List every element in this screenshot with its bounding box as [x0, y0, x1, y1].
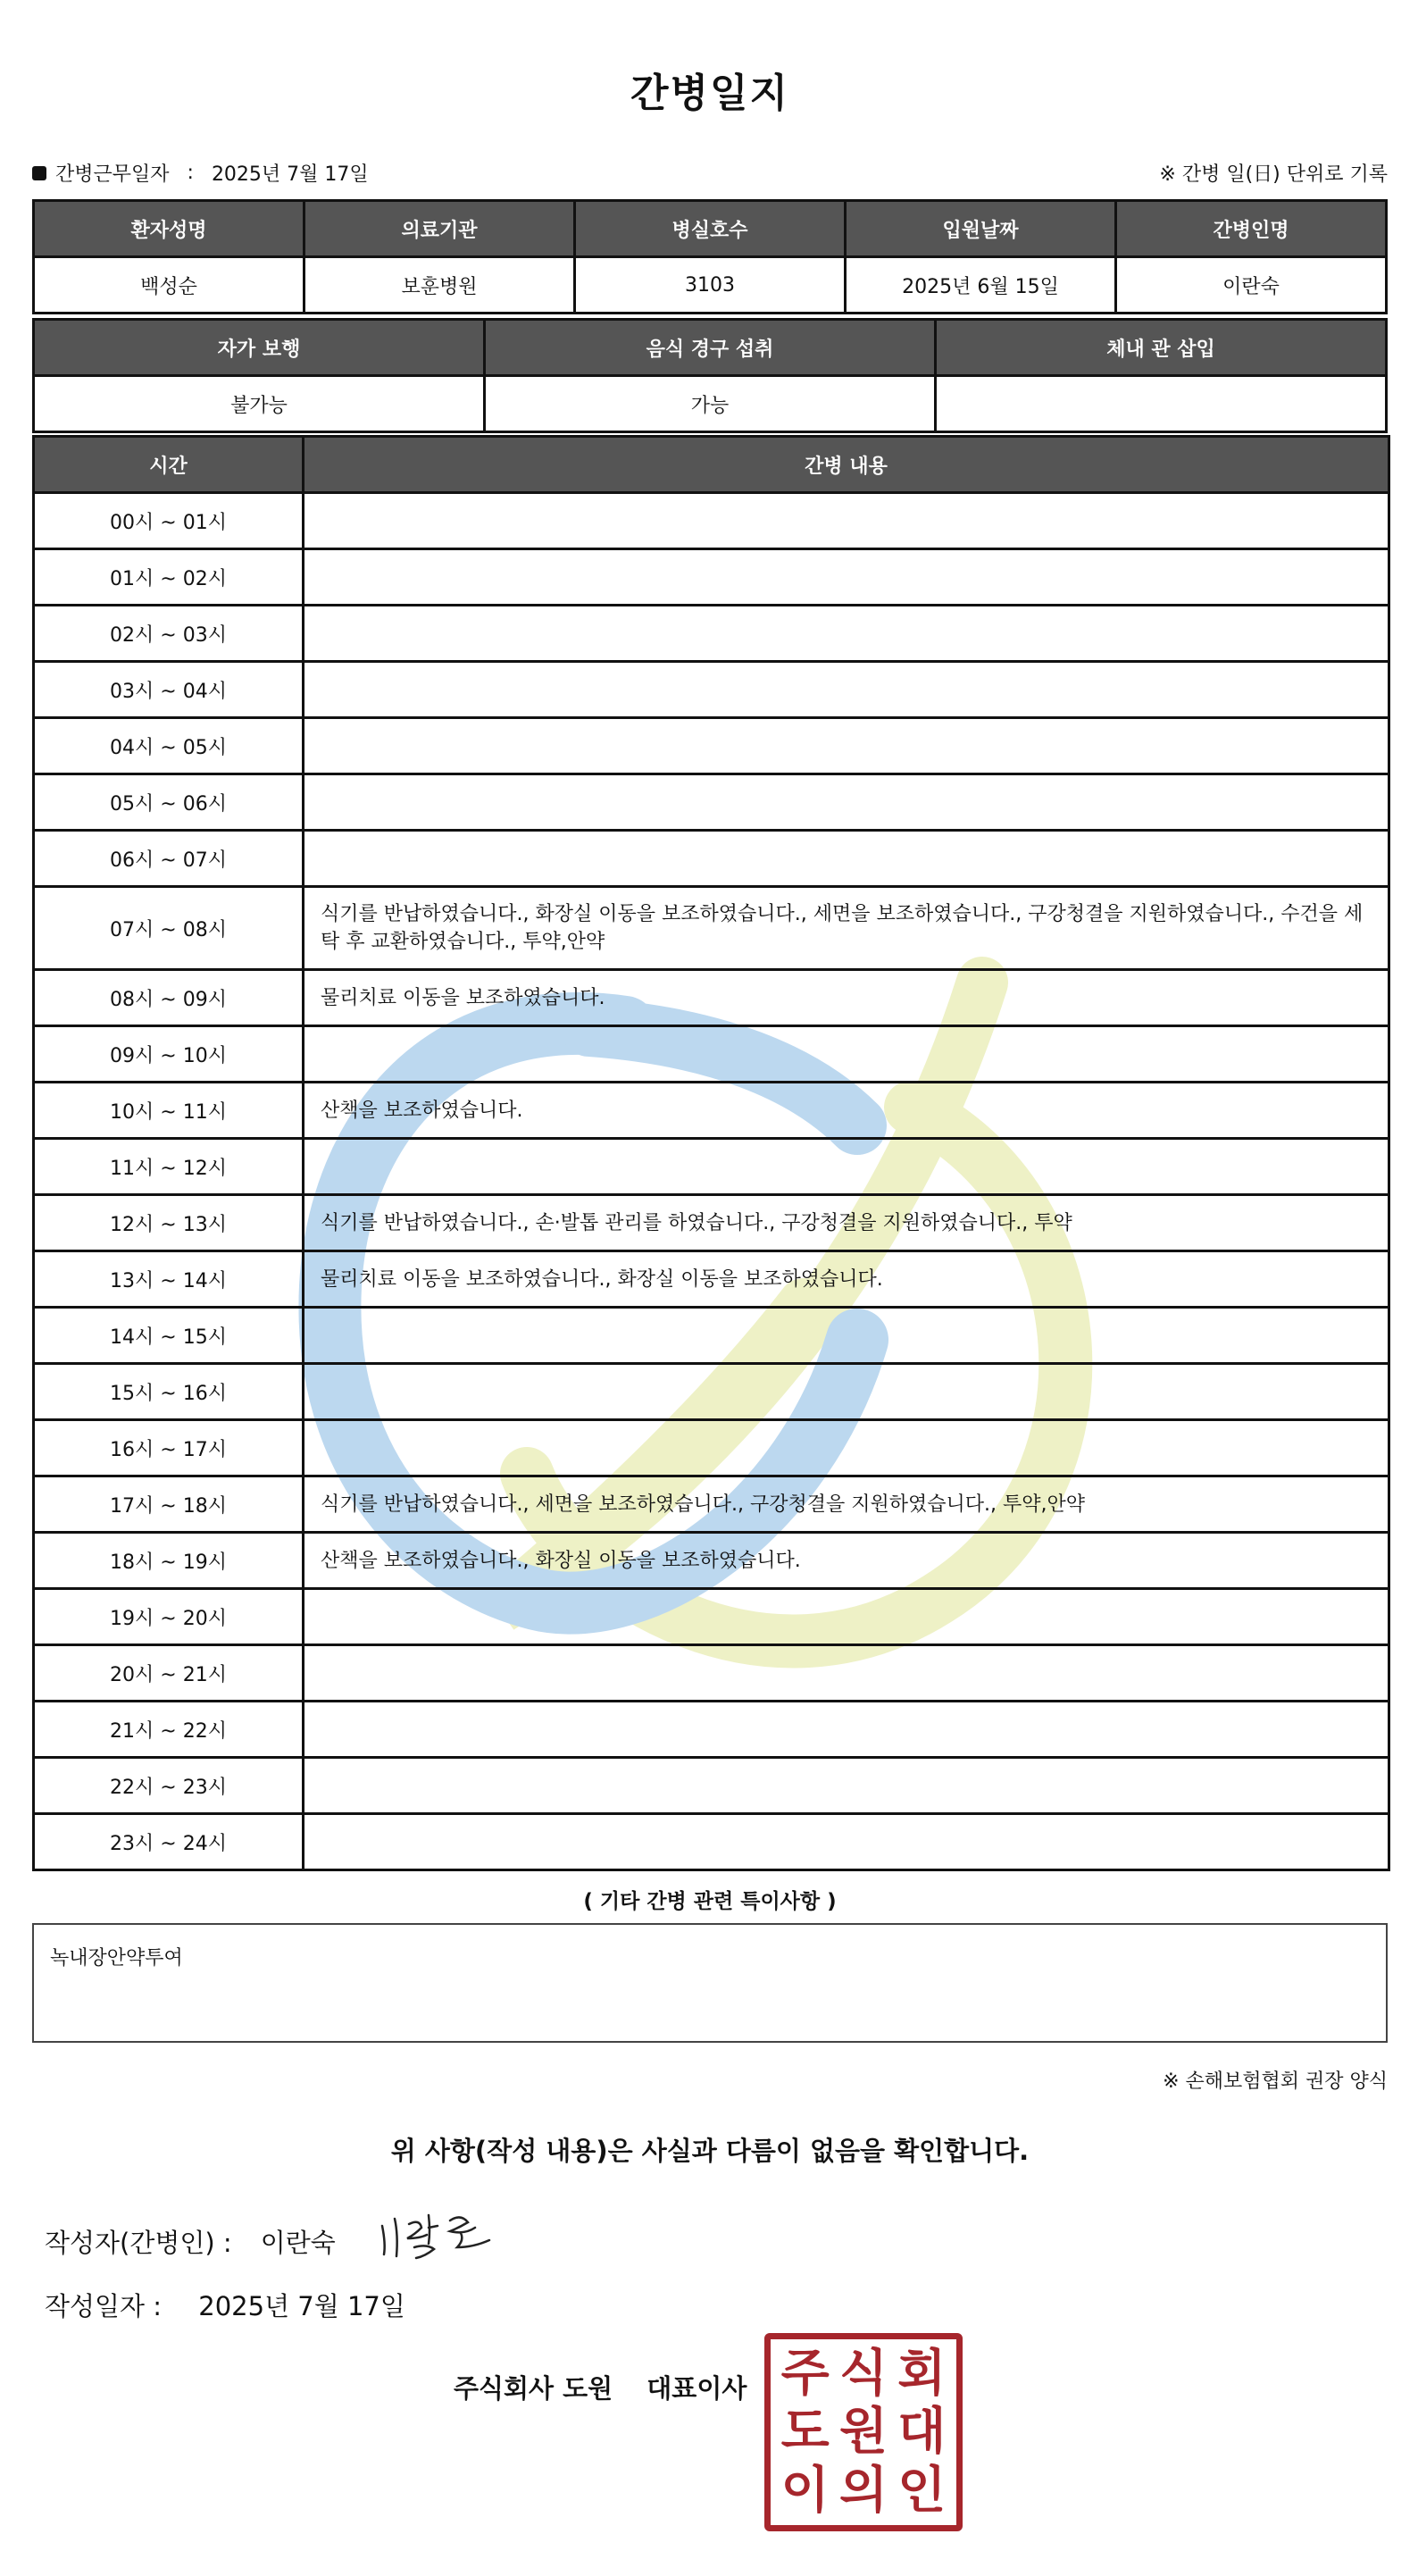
- work-date-line: [32, 159, 369, 187]
- table-row: [34, 1251, 1389, 1308]
- time-cell: 21시 ~ 22시: [34, 1702, 304, 1758]
- seal-char: 식: [838, 2344, 888, 2403]
- write-date-label: 작성일자 :: [45, 2291, 163, 2321]
- handwritten-signature: [375, 2208, 509, 2262]
- content-cell: [304, 718, 1389, 774]
- writer-name: 이란숙: [260, 2227, 336, 2258]
- table-row: [34, 970, 1389, 1026]
- content-cell: [304, 1364, 1389, 1420]
- content-cell: 식기를 반납하였습니다., 화장실 이동을 보조하였습니다., 세면을 보조하였습니다., 구강청결을 지원하였습니다., 수건을 세탁 후 교환하였습니다., 투약,안약: [304, 887, 1389, 970]
- special-notes-text: 녹내장안약투여: [50, 1947, 183, 1970]
- content-cell: 식기를 반납하였습니다., 세면을 보조하였습니다., 구강청결을 지원하였습니다., 투약,안약: [304, 1476, 1389, 1533]
- tube-insertion-value: [936, 376, 1387, 432]
- time-cell: 14시 ~ 15시: [34, 1308, 304, 1364]
- time-cell: 18시 ~ 19시: [34, 1533, 304, 1589]
- content-cell: [304, 1758, 1389, 1814]
- admission-date: 2025년 6월 15일: [846, 257, 1116, 314]
- time-cell: 11시 ~ 12시: [34, 1139, 304, 1195]
- time-cell: 03시 ~ 04시: [34, 662, 304, 718]
- time-cell: 22시 ~ 23시: [34, 1758, 304, 1814]
- table-row: [34, 606, 1389, 662]
- time-cell: 07시 ~ 08시: [34, 887, 304, 970]
- time-cell: 10시 ~ 11시: [34, 1083, 304, 1139]
- time-cell: 12시 ~ 13시: [34, 1195, 304, 1251]
- table-row: [34, 718, 1389, 774]
- content-cell: [304, 831, 1389, 887]
- header-hospital: 의료기관: [304, 201, 575, 257]
- table-row: [34, 1476, 1389, 1533]
- hospital-name: 보훈병원: [304, 257, 575, 314]
- table-row: [34, 1814, 1389, 1870]
- content-cell: [304, 1420, 1389, 1476]
- caregiver-name: 이란숙: [1116, 257, 1387, 314]
- header-admission-date: 입원날짜: [846, 201, 1116, 257]
- time-cell: 15시 ~ 16시: [34, 1364, 304, 1420]
- time-cell: 00시 ~ 01시: [34, 493, 304, 549]
- table-row: [34, 1645, 1389, 1702]
- special-notes-box: [32, 1923, 1388, 2043]
- content-cell: 식기를 반납하였습니다., 손·발톱 관리를 하였습니다., 구강청결을 지원하였습니다., 투약: [304, 1195, 1389, 1251]
- content-cell: [304, 1645, 1389, 1702]
- time-cell: 05시 ~ 06시: [34, 774, 304, 831]
- header-time: 시간: [34, 437, 304, 493]
- patient-info-table: [32, 199, 1388, 314]
- table-row: [34, 662, 1389, 718]
- patient-name: 백성순: [34, 257, 304, 314]
- table-row: [34, 493, 1389, 549]
- time-cell: 08시 ~ 09시: [34, 970, 304, 1026]
- seal-char: 대: [897, 2402, 947, 2462]
- content-cell: [304, 1814, 1389, 1870]
- header-care-content: 간병 내용: [304, 437, 1389, 493]
- patient-status-table: [32, 318, 1388, 433]
- seal-char: 도: [780, 2402, 830, 2462]
- unit-note: ※ 간병 일(日) 단위로 기록: [1159, 163, 1388, 186]
- content-cell: [304, 549, 1389, 606]
- content-cell: [304, 606, 1389, 662]
- header-room: 병실호수: [575, 201, 846, 257]
- time-cell: 13시 ~ 14시: [34, 1251, 304, 1308]
- content-cell: [304, 1308, 1389, 1364]
- company-seal-stamp: [764, 2333, 963, 2531]
- document-title: 간병일지: [630, 71, 789, 116]
- table-row: [34, 1758, 1389, 1814]
- time-cell: 04시 ~ 05시: [34, 718, 304, 774]
- time-cell: 17시 ~ 18시: [34, 1476, 304, 1533]
- company-name: 주식회사 도원: [454, 2373, 613, 2404]
- table-row: [34, 1420, 1389, 1476]
- square-bullet-icon: [32, 166, 46, 180]
- table-row: [34, 1083, 1389, 1139]
- room-number: 3103: [575, 257, 846, 314]
- content-cell: 산책을 보조하였습니다., 화장실 이동을 보조하였습니다.: [304, 1533, 1389, 1589]
- content-cell: [304, 774, 1389, 831]
- content-cell: 물리치료 이동을 보조하였습니다.: [304, 970, 1389, 1026]
- write-date-value: 2025년 7월 17일: [198, 2291, 405, 2321]
- content-cell: [304, 1702, 1389, 1758]
- special-notes-label: ( 기타 간병 관련 특이사항 ): [583, 1890, 837, 1913]
- table-row: [34, 831, 1389, 887]
- content-cell: [304, 662, 1389, 718]
- table-row: [34, 1702, 1389, 1758]
- table-row: [34, 1364, 1389, 1420]
- work-date-separator: :: [187, 162, 194, 184]
- table-row: [34, 1589, 1389, 1645]
- table-row: [34, 887, 1389, 970]
- company-ceo-title: 대표이사: [646, 2373, 747, 2404]
- header-caregiver-name: 간병인명: [1116, 201, 1387, 257]
- time-cell: 06시 ~ 07시: [34, 831, 304, 887]
- confirmation-statement: 위 사항(작성 내용)은 사실과 다름이 없음을 확인합니다.: [390, 2136, 1030, 2166]
- header-patient-name: 환자성명: [34, 201, 304, 257]
- seal-char: 이: [780, 2460, 830, 2520]
- time-cell: 01시 ~ 02시: [34, 549, 304, 606]
- time-cell: 16시 ~ 17시: [34, 1420, 304, 1476]
- content-cell: [304, 1589, 1389, 1645]
- content-cell: [304, 1026, 1389, 1083]
- table-row: [34, 1195, 1389, 1251]
- writer-label: 작성자(간병인) :: [45, 2227, 232, 2258]
- header-tube-insertion: 체내 관 삽입: [936, 320, 1387, 376]
- write-date-line: [45, 2287, 405, 2323]
- table-row: [34, 1139, 1389, 1195]
- table-row: [34, 1026, 1389, 1083]
- header-oral-intake: 음식 경구 섭취: [485, 320, 936, 376]
- self-walking-value: 불가능: [34, 376, 485, 432]
- time-cell: 20시 ~ 21시: [34, 1645, 304, 1702]
- hourly-log-table: [32, 435, 1390, 1871]
- seal-char: 원: [838, 2402, 888, 2462]
- table-row: [34, 1533, 1389, 1589]
- work-date-value: 2025년 7월 17일: [211, 163, 369, 186]
- table-row: [34, 1308, 1389, 1364]
- seal-char: 인: [897, 2460, 947, 2520]
- seal-char: 주: [780, 2344, 830, 2403]
- time-cell: 19시 ~ 20시: [34, 1589, 304, 1645]
- content-cell: [304, 493, 1389, 549]
- time-cell: 02시 ~ 03시: [34, 606, 304, 662]
- header-self-walking: 자가 보행: [34, 320, 485, 376]
- writer-line: [45, 2221, 509, 2262]
- content-cell: [304, 1139, 1389, 1195]
- seal-char: 회: [897, 2344, 947, 2403]
- company-line: [454, 2369, 747, 2405]
- work-date-label: 간병근무일자: [55, 163, 170, 186]
- time-cell: 23시 ~ 24시: [34, 1814, 304, 1870]
- table-row: [34, 549, 1389, 606]
- seal-char: 의: [838, 2460, 888, 2520]
- oral-intake-value: 가능: [485, 376, 936, 432]
- recommendation-note: ※ 손해보험협회 권장 양식: [1163, 2070, 1388, 2093]
- content-cell: 산책을 보조하였습니다.: [304, 1083, 1389, 1139]
- table-row: [34, 774, 1389, 831]
- time-cell: 09시 ~ 10시: [34, 1026, 304, 1083]
- content-cell: 물리치료 이동을 보조하였습니다., 화장실 이동을 보조하였습니다.: [304, 1251, 1389, 1308]
